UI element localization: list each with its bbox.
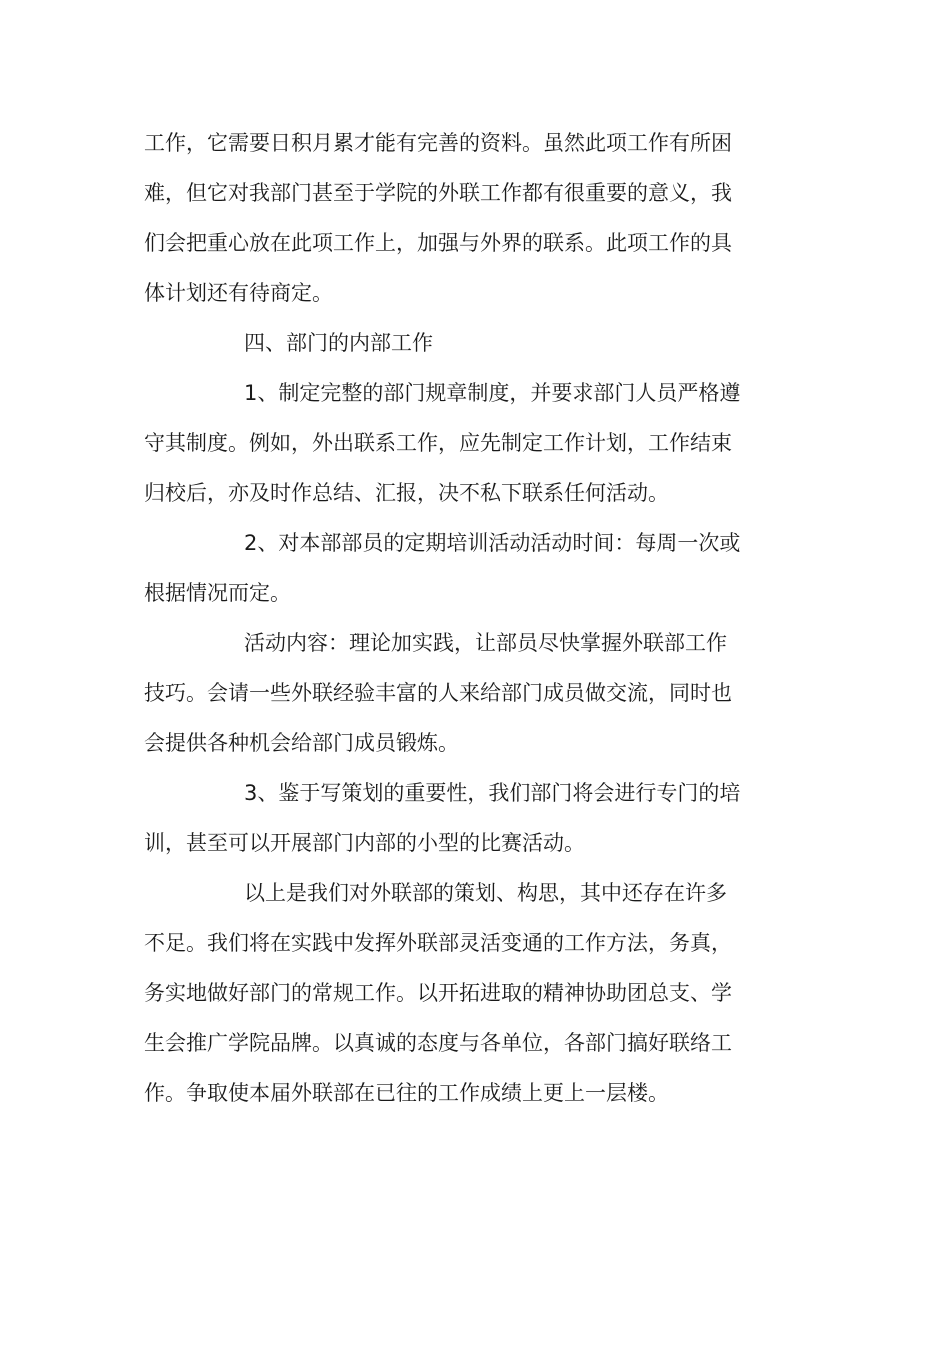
paragraph-continuation: 工作，它需要日积月累才能有完善的资料。虽然此项工作有所困难，但它对我部门甚至于学院的外联工作都有很重要的意义，我们会把重心放在此项工作上，加强与外界的联系。此项工作的具体计划还有待商定。 [144, 131, 732, 305]
document-body [144, 118, 744, 1118]
paragraph-item-1: 1、制定完整的部门规章制度，并要求部门人员严格遵守其制度。例如，外出联系工作，应先制定工作计划，工作结束归校后，亦及时作总结、汇报，决不私下联系任何活动。 [144, 381, 741, 505]
paragraph-item-2: 2、对本部部员的定期培训活动活动时间：每周一次或根据情况而定。 [144, 531, 741, 605]
paragraph-activity-content: 活动内容：理论加实践，让部员尽快掌握外联部工作技巧。会请一些外联经验丰富的人来给部门成员做交流，同时也会提供各种机会给部门成员锻炼。 [144, 631, 732, 755]
section-heading-internal-work: 四、部门的内部工作 [244, 331, 433, 355]
paragraph-conclusion: 以上是我们对外联部的策划、构思，其中还存在许多不足。我们将在实践中发挥外联部灵活变通的工作方法，务真，务实地做好部门的常规工作。以开拓进取的精神协助团总支、学生会推广学院品牌。以真诚的态度与各单位，各部门搞好联络工作。争取使本届外联部在已往的工作成绩上更上一层楼。 [144, 881, 732, 1105]
paragraph-item-3: 3、鉴于写策划的重要性，我们部门将会进行专门的培训，甚至可以开展部门内部的小型的比赛活动。 [144, 781, 741, 855]
